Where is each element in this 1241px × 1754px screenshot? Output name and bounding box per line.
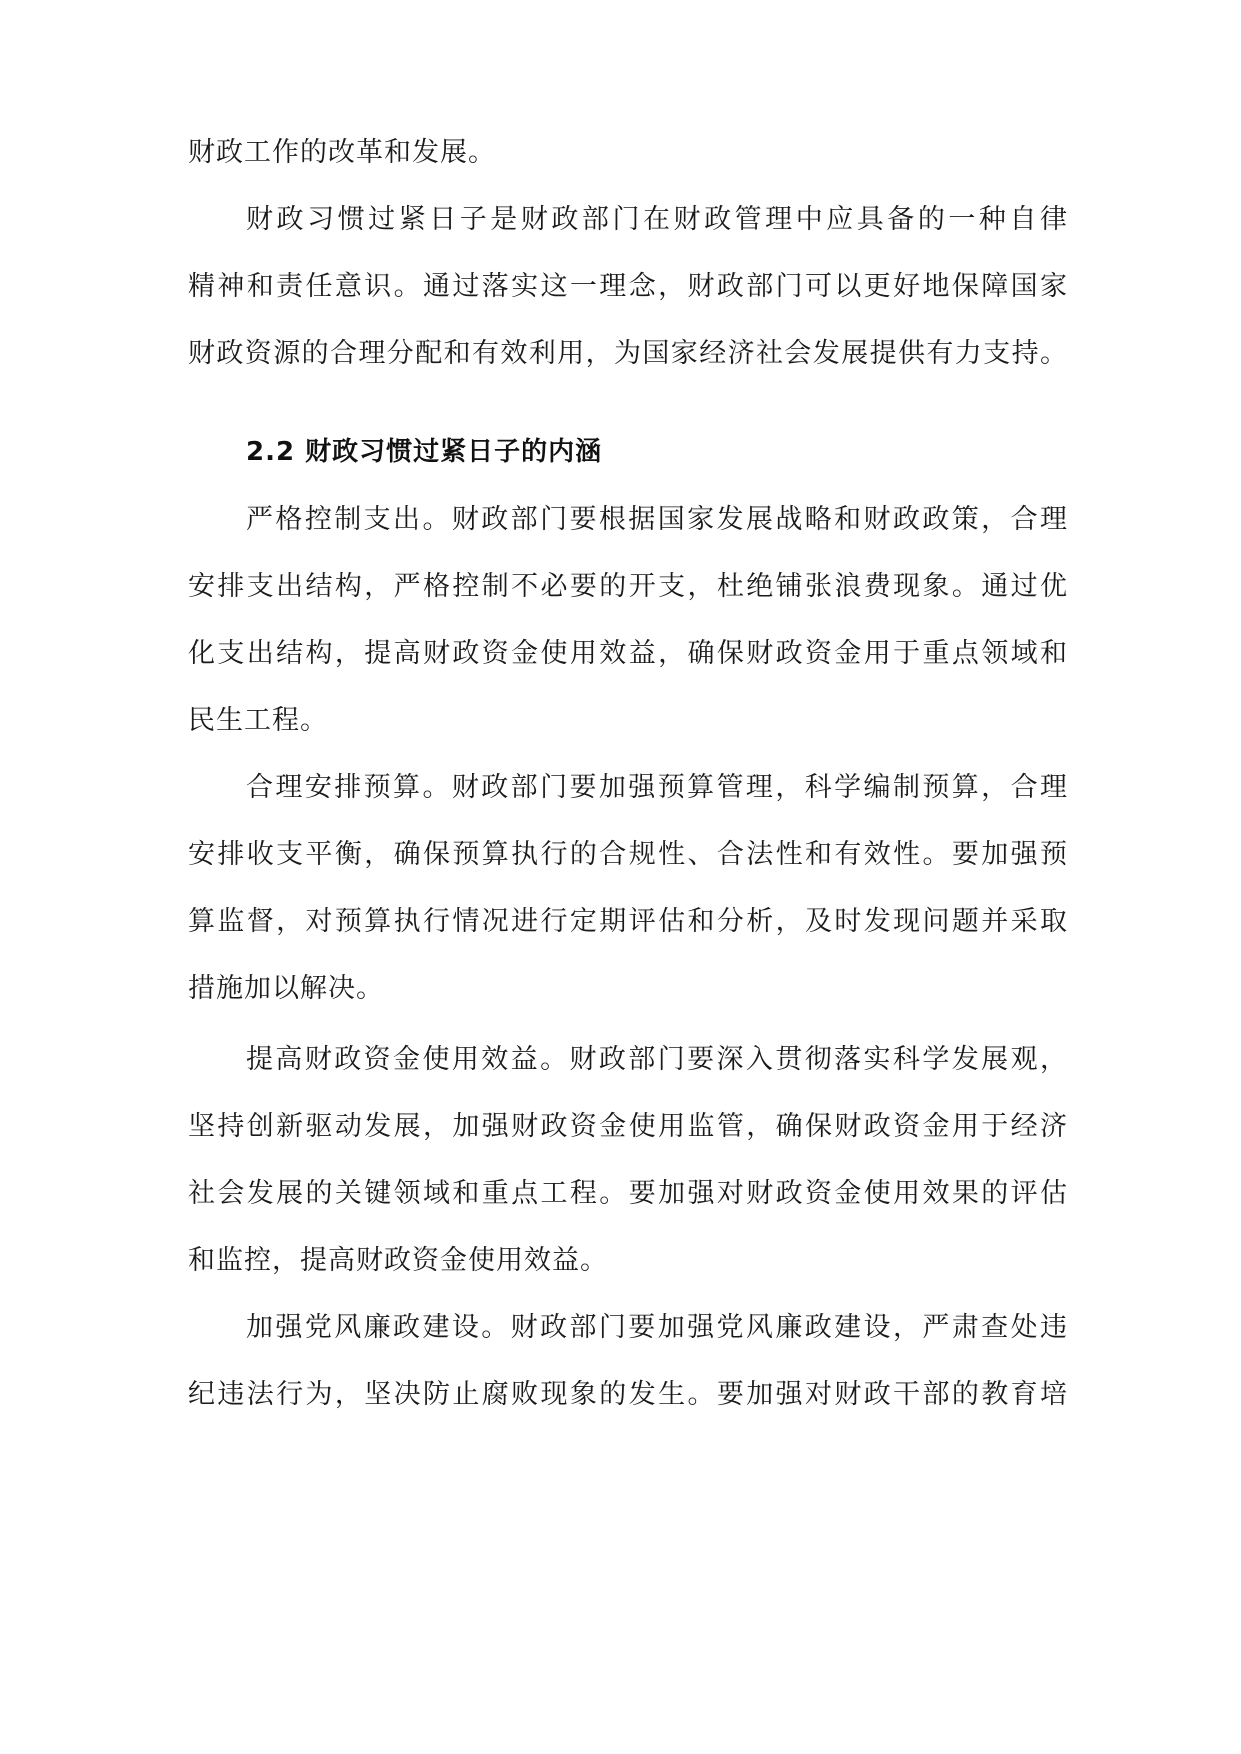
- paragraph-line: 严格控制支出。财政部门要根据国家发展战略和财政政策，合理: [246, 504, 1068, 535]
- paragraph-line: 财政工作的改革和发展。: [188, 137, 496, 168]
- paragraph-line: 精神和责任意识。通过落实这一理念，财政部门可以更好地保障国家: [188, 271, 1068, 302]
- paragraph-line: 合理安排预算。财政部门要加强预算管理，科学编制预算，合理: [246, 772, 1068, 803]
- paragraph-line: 社会发展的关键领域和重点工程。要加强对财政资金使用效果的评估: [188, 1178, 1068, 1209]
- paragraph-line: 算监督，对预算执行情况进行定期评估和分析，及时发现问题并采取: [188, 906, 1068, 937]
- paragraph-line: 安排支出结构，严格控制不必要的开支，杜绝铺张浪费现象。通过优: [188, 571, 1068, 602]
- section-heading: 2.2 财政习惯过紧日子的内涵: [246, 437, 603, 467]
- paragraph-line: 措施加以解决。: [188, 973, 384, 1004]
- paragraph-line: 财政习惯过紧日子是财政部门在财政管理中应具备的一种自律: [246, 204, 1068, 235]
- paragraph-line: 化支出结构，提高财政资金使用效益，确保财政资金用于重点领域和: [188, 638, 1068, 669]
- paragraph-line: 坚持创新驱动发展，加强财政资金使用监管，确保财政资金用于经济: [188, 1111, 1068, 1142]
- paragraph-line: 民生工程。: [188, 705, 328, 736]
- paragraph-line: 财政资源的合理分配和有效利用，为国家经济社会发展提供有力支持。: [188, 338, 1068, 369]
- paragraph-line: 纪违法行为，坚决防止腐败现象的发生。要加强对财政干部的教育培: [188, 1379, 1068, 1410]
- paragraph-line: 提高财政资金使用效益。财政部门要深入贯彻落实科学发展观，: [246, 1044, 1068, 1075]
- paragraph-line: 和监控，提高财政资金使用效益。: [188, 1245, 608, 1276]
- paragraph-line: 加强党风廉政建设。财政部门要加强党风廉政建设，严肃查处违: [246, 1312, 1068, 1343]
- paragraph-line: 安排收支平衡，确保预算执行的合规性、合法性和有效性。要加强预: [188, 839, 1068, 870]
